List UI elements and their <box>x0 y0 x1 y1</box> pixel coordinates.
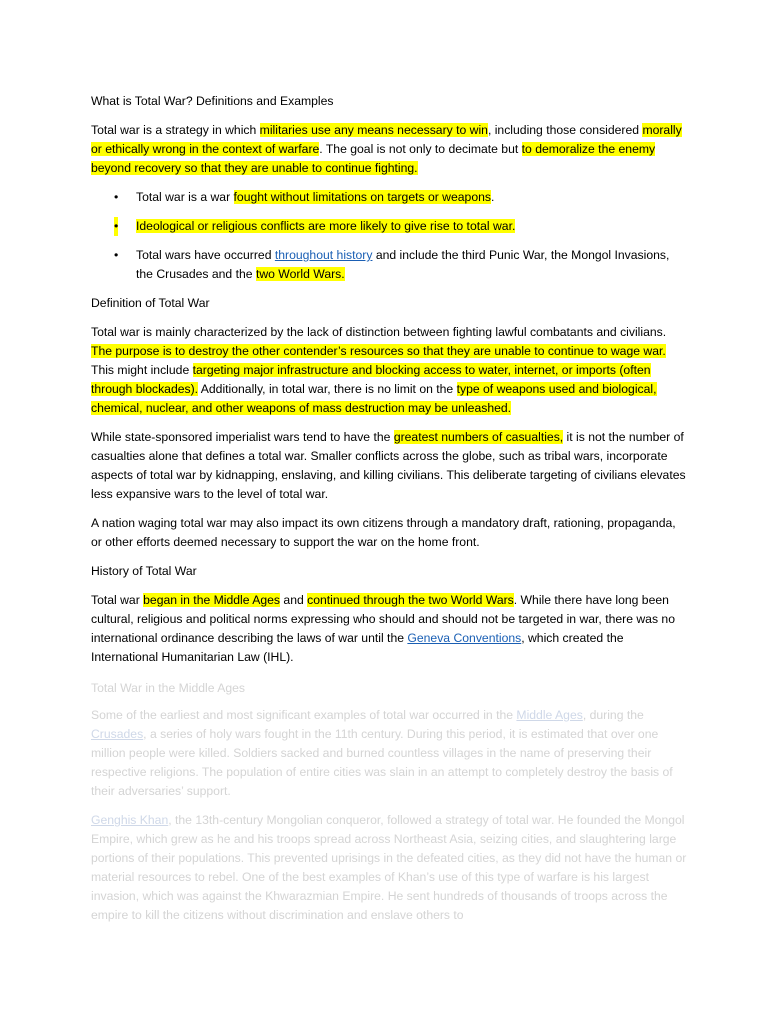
bullet-icon: • <box>114 190 119 204</box>
highlight: two World Wars. <box>255 267 345 281</box>
crusades-link[interactable]: Crusades <box>91 727 144 741</box>
definition-heading: Definition of Total War <box>91 296 210 310</box>
definition-paragraph-3: A nation waging total war may also impact its own citizens through a mandatory draft, rationing, propaganda, or other efforts deemed necessary to support the war on the home front. <box>91 516 676 549</box>
history-paragraph <box>91 591 688 667</box>
paragraph-text: This might include <box>91 363 193 377</box>
highlight: morally or ethically wrong in the context of warfare <box>91 123 682 156</box>
paragraph-text: , during the <box>582 708 644 722</box>
paragraph-text: it is not the number of casualties alone that defines a total war. Smaller conflicts across the globe, such as tribal wars, incorporate aspects of total war by kidnapping, enslaving, and killing civilians. This deliberate targeting of civilians elevates less expansive wars to the level of total war. <box>91 430 686 501</box>
intro-paragraph <box>91 121 688 178</box>
paragraph-text: , the 13th-century Mongolian conqueror, followed a strategy of total war. He founded the Mongol Empire, which grew as he and his troops spread across Northeast Asia, seizing cities, and slaughtering large portions of their populations. This prevented uprisings in the defeated cities, as they did not have the human or material resources to rebel. One of the best examples of Khan’s use of this type of warfare is his largest invasion, which was against the Khwarazmian Empire. He sent hundreds of thousands of troops across the empire to kill the citizens without discrimination and enslave others to <box>91 813 687 922</box>
middle-ages-link[interactable]: Middle Ages <box>516 708 583 722</box>
highlight: The purpose is to destroy the other contender’s resources so that they are unable to continue to wage war. <box>91 344 666 358</box>
paragraph-text: Total war <box>91 593 144 607</box>
list-item-text: Total wars have occurred <box>136 248 275 262</box>
key-points-list <box>91 188 688 284</box>
highlight: began in the Middle Ages <box>143 593 281 607</box>
paragraph-text: Total war is mainly characterized by the lack of distinction between fighting lawful combatants and civilians. <box>91 325 667 339</box>
list-item-text: Total war is a war <box>136 190 234 204</box>
document-title: What is Total War? Definitions and Examples <box>91 94 334 108</box>
intro-text-3: . The goal is not only to decimate but <box>319 142 522 156</box>
throughout-history-link[interactable]: throughout history <box>274 248 373 262</box>
paragraph-text: and <box>280 593 308 607</box>
list-item <box>91 246 688 284</box>
intro-text-2: , including those considered <box>487 123 643 137</box>
paragraph-text: , a series of holy wars fought in the 11th century. During this period, it is estimated that over one million people were killed. Soldiers sacked and burned countless villages in the name of preserving their respective religions. The population of entire cities was slain in an attempt to completely destroy the basis of their adversaries’ support. <box>91 727 673 798</box>
faded-preview-section <box>91 677 688 925</box>
list-item <box>91 217 688 236</box>
bullet-icon: • <box>114 217 118 236</box>
middle-ages-heading: Total War in the Middle Ages <box>91 681 245 695</box>
paragraph-text: Additionally, in total war, there is no limit on the <box>198 382 457 396</box>
definition-paragraph-2 <box>91 428 688 504</box>
genghis-khan-link[interactable]: Genghis Khan <box>91 813 169 827</box>
highlight: militaries use any means necessary to win <box>259 123 488 137</box>
highlight: Ideological or religious conflicts are more likely to give rise to total war. <box>136 219 516 233</box>
intro-text-1: Total war is a strategy in which <box>91 123 260 137</box>
bullet-icon: • <box>114 248 119 262</box>
middle-ages-paragraph-2 <box>91 811 688 925</box>
list-item <box>91 188 688 207</box>
highlight: fought without limitations on targets or weapons <box>233 190 491 204</box>
middle-ages-paragraph-1 <box>91 706 688 801</box>
highlight: type of weapons used and biological, chemical, nuclear, and other weapons of mass destruction may be unleashed. <box>91 382 657 415</box>
highlight: to demoralize the enemy beyond recovery so that they are unable to continue fighting. <box>91 142 656 175</box>
highlight: targeting major infrastructure and blocking access to water, internet, or imports (often through blockades). <box>91 363 651 396</box>
list-item-text: and include the third Punic War, the Mongol Invasions, the Crusades and the <box>136 248 670 281</box>
paragraph-text: , which created the International Humanitarian Law (IHL). <box>91 631 624 664</box>
history-heading: History of Total War <box>91 564 197 578</box>
list-item-text: . <box>490 190 495 204</box>
geneva-conventions-link[interactable]: Geneva Conventions <box>407 631 522 645</box>
highlight: greatest numbers of casualties, <box>393 430 564 444</box>
paragraph-text: . While there have long been cultural, religious and political norms expressing who should and should not be targeted in war, there was no international ordinance describing the laws of war until the <box>91 593 675 645</box>
paragraph-text: Some of the earliest and most significant examples of total war occurred in the <box>91 708 517 722</box>
highlight: continued through the two World Wars <box>307 593 514 607</box>
paragraph-text: While state-sponsored imperialist wars tend to have the <box>91 430 394 444</box>
definition-paragraph-1 <box>91 323 688 418</box>
